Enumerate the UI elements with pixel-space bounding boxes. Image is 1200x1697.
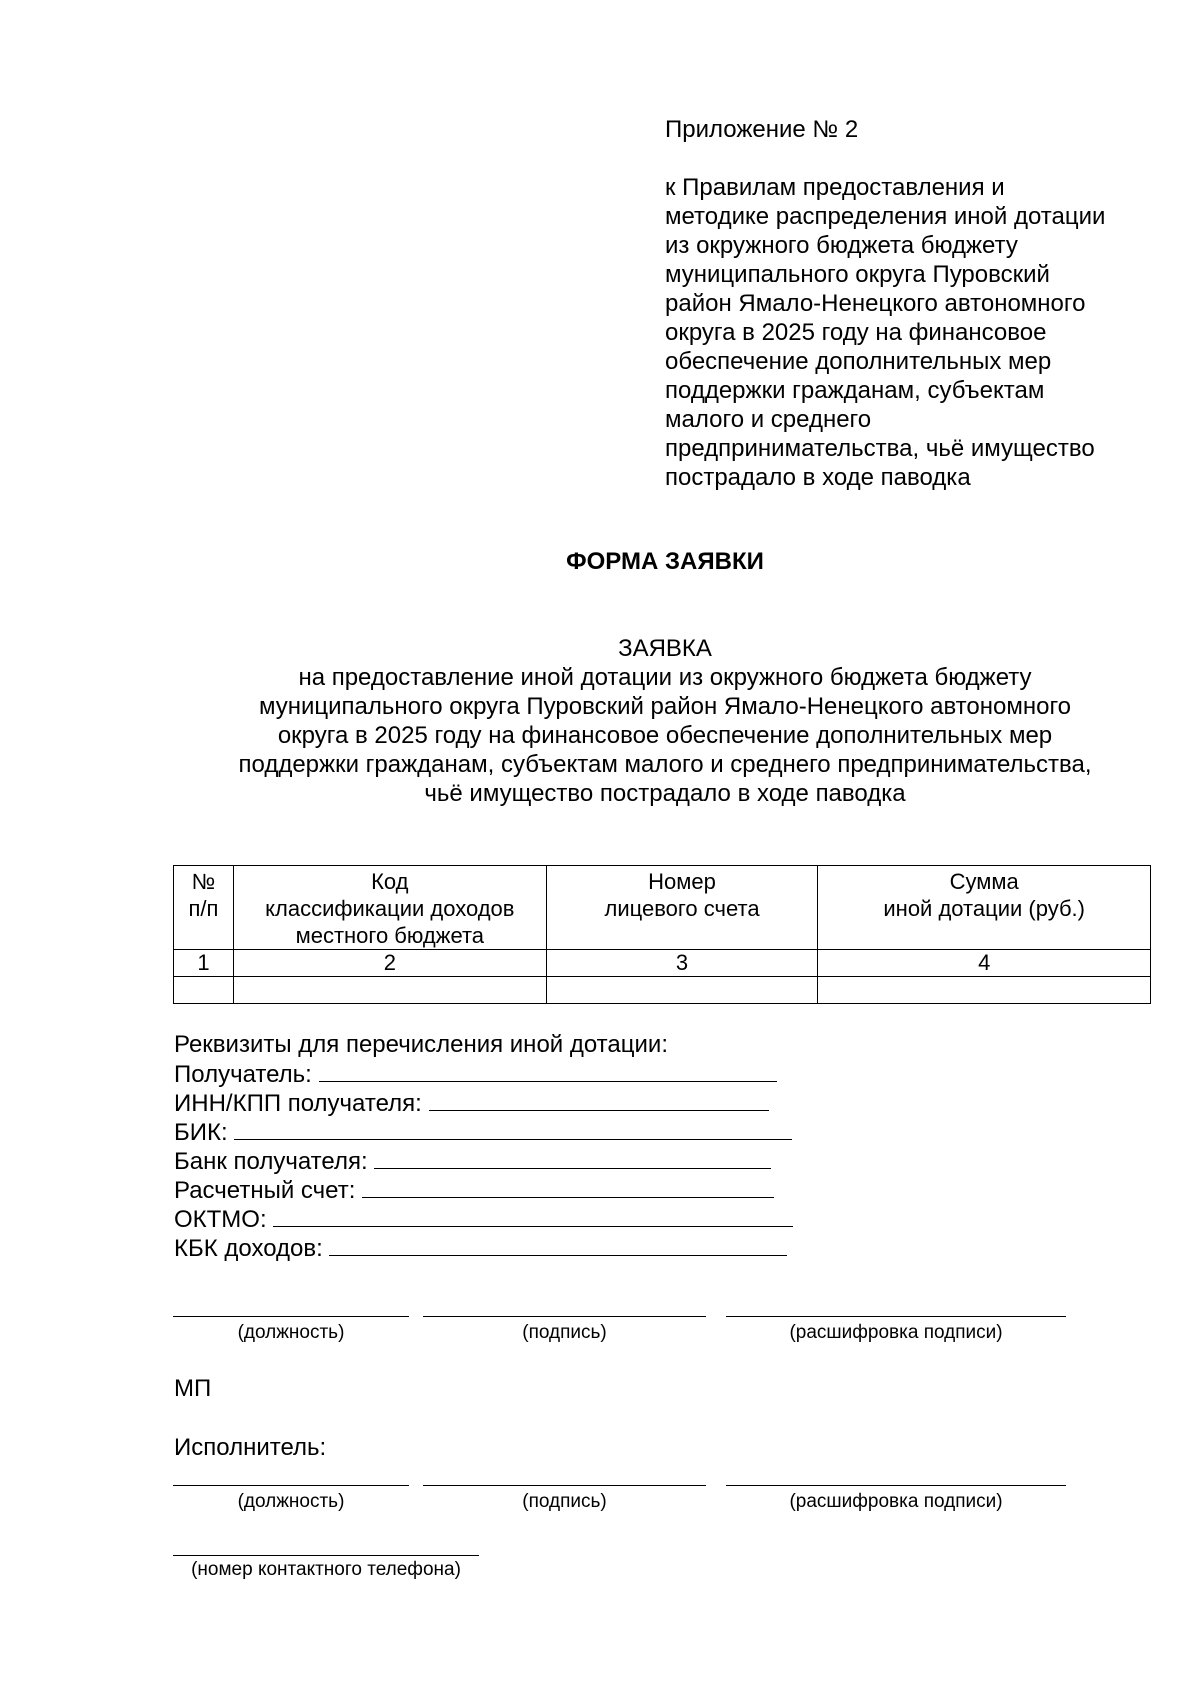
recipient-field <box>174 1059 793 1088</box>
account-field <box>174 1175 793 1204</box>
field-label: Банк получателя: <box>174 1148 368 1175</box>
field-label: ОКТМО: <box>174 1206 267 1233</box>
table-header-row <box>174 866 1151 950</box>
requisites-section <box>174 1030 793 1262</box>
col-number-4: 4 <box>818 950 1151 977</box>
bik-field <box>174 1117 793 1146</box>
kbk-field <box>174 1233 793 1262</box>
oktmo-blank[interactable] <box>273 1204 793 1227</box>
executor-position-caption: (должность) <box>237 1491 345 1512</box>
header-number: № п/п <box>174 866 234 950</box>
kbk-blank[interactable] <box>329 1233 787 1256</box>
executor-decode-caption: (расшифровка подписи) <box>789 1491 1003 1512</box>
request-title: ЗАЯВКА <box>618 635 712 662</box>
decode-line[interactable] <box>726 1316 1066 1317</box>
col-number-2: 2 <box>233 950 546 977</box>
field-label: ИНН/КПП получателя: <box>174 1090 422 1117</box>
header-sum: Сумма иной дотации (руб.) <box>818 866 1151 950</box>
col-number-1: 1 <box>174 950 234 977</box>
account-blank[interactable] <box>362 1175 774 1198</box>
col-number-3: 3 <box>546 950 818 977</box>
stamp-label: МП <box>174 1375 212 1402</box>
bank-blank[interactable] <box>374 1146 771 1169</box>
oktmo-field <box>174 1204 793 1233</box>
table-cell[interactable] <box>233 977 546 1004</box>
request-text: на предоставление иной дотации из окружного бюджета бюджету муниципального округа Пуровский район Ямало-Ненецкого автономного округа в 2025 году на финансовое обеспечение дополнительных мер поддержки гражданам, субъектам малого и среднего предпринимательства, чьё имущество пострадало в ходе паводка <box>238 664 1092 807</box>
inn-kpp-field <box>174 1088 793 1117</box>
appendix-text: к Правилам предоставления и методике распределения иной дотации из окружного бюджета бюджету муниципального округа Пуровский район Ямало-Ненецкого автономного округа в 2025 году на финансовое обеспечение дополнительных мер поддержки гражданам, субъектам малого и среднего предпринимательства, чьё имущество пострадало в ходе паводка <box>665 174 1106 491</box>
field-label: КБК доходов: <box>174 1235 323 1262</box>
executor-decode-line[interactable] <box>726 1485 1066 1486</box>
form-heading: ФОРМА ЗАЯВКИ <box>566 548 764 575</box>
bank-field <box>174 1146 793 1175</box>
requisites-title: Реквизиты для перечисления иной дотации: <box>174 1031 668 1058</box>
table-cell[interactable] <box>818 977 1151 1004</box>
table-row <box>174 977 1151 1004</box>
header-account: Номер лицевого счета <box>546 866 818 950</box>
position-line[interactable] <box>173 1316 409 1317</box>
executor-position-line[interactable] <box>173 1485 409 1486</box>
appendix-title: Приложение № 2 <box>665 116 859 143</box>
table-number-row <box>174 950 1151 977</box>
signature-line[interactable] <box>423 1316 706 1317</box>
executor-label: Исполнитель: <box>174 1434 327 1461</box>
executor-signature-caption: (подпись) <box>522 1491 607 1512</box>
decode-caption: (расшифровка подписи) <box>789 1322 1003 1343</box>
phone-line[interactable] <box>173 1555 479 1556</box>
header-code: Код классификации доходов местного бюджета <box>233 866 546 950</box>
recipient-blank[interactable] <box>319 1059 777 1082</box>
field-label: Расчетный счет: <box>174 1177 356 1204</box>
request-table <box>173 865 1151 1004</box>
phone-caption: (номер контактного телефона) <box>191 1559 461 1580</box>
table-cell[interactable] <box>546 977 818 1004</box>
field-label: Получатель: <box>174 1061 312 1088</box>
table-cell[interactable] <box>174 977 234 1004</box>
bik-blank[interactable] <box>234 1117 792 1140</box>
inn-kpp-blank[interactable] <box>429 1088 769 1111</box>
executor-signature-line[interactable] <box>423 1485 706 1486</box>
field-label: БИК: <box>174 1119 228 1146</box>
signature-caption: (подпись) <box>522 1322 607 1343</box>
position-caption: (должность) <box>237 1322 345 1343</box>
